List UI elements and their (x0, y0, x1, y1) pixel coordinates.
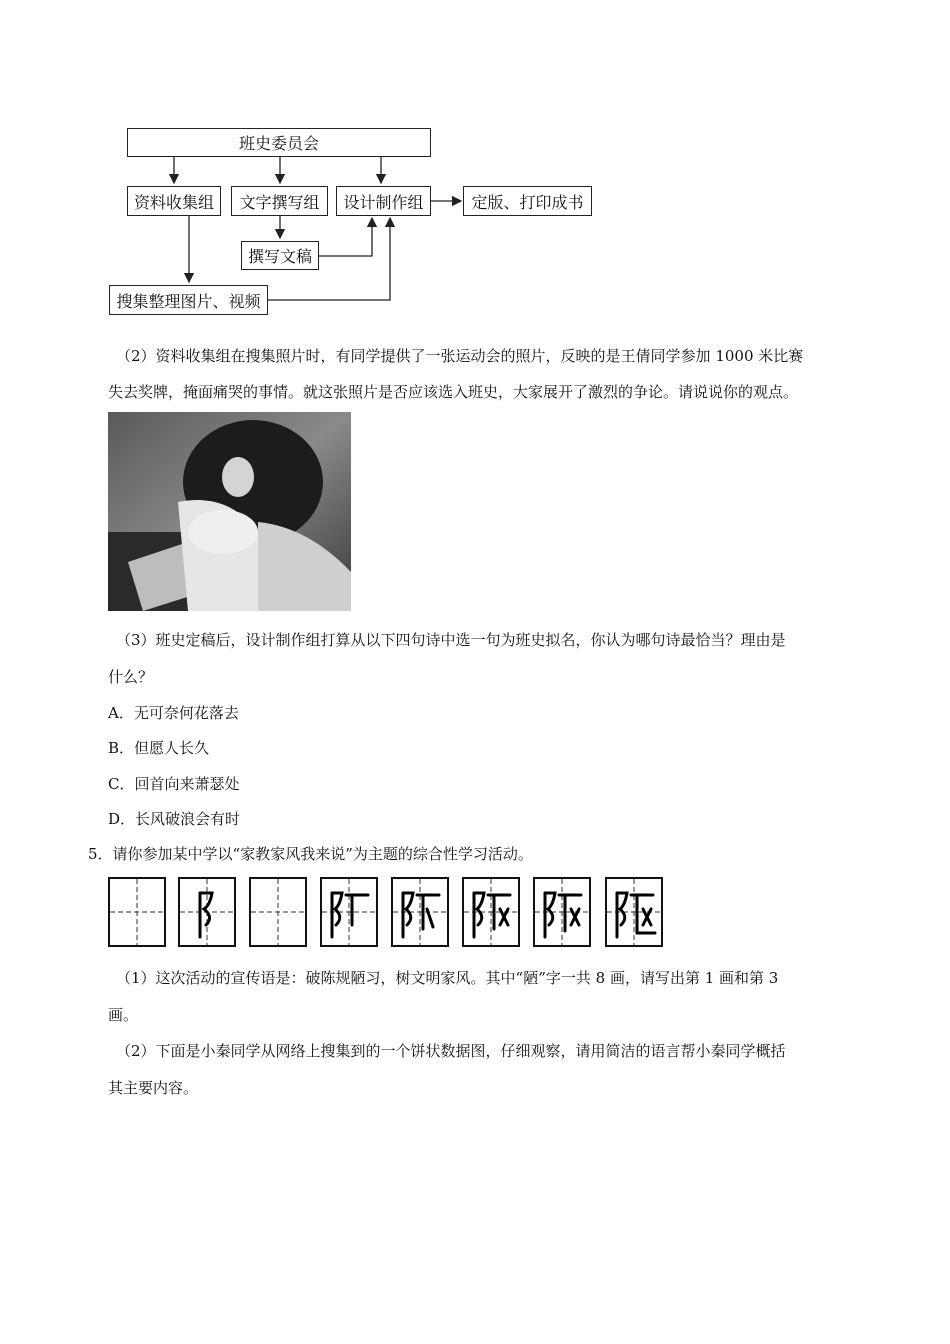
q5-2-line1: （2）下面是小秦同学从网络上搜集到的一个饼状数据图，仔细观察，请用简洁的语言帮小秦同学概括 (116, 1042, 786, 1060)
stroke-cell-8 (605, 877, 663, 947)
q4-2-line1: （2）资料收集组在搜集照片时，有同学提供了一张运动会的照片，反映的是王倩同学参加 1000 米比赛 (116, 347, 804, 365)
flow-collect-group (127, 186, 221, 216)
stroke-cell-6 (462, 877, 520, 947)
flow-draft (241, 241, 319, 270)
q5-stem: 5．请你参加某中学以“家教家风我来说”为主题的综合性学习活动。 (88, 845, 533, 863)
flow-draft-label: 撰写文稿 (247, 247, 312, 266)
q5-2-line2: 其主要内容。 (108, 1079, 199, 1097)
stroke-cell-7 (533, 877, 591, 947)
stroke-cell-5 (391, 877, 449, 947)
q5-1-line1: （1）这次活动的宣传语是：破陈规陋习，树文明家风。其中“陋”字一共 8 画，请写出第 1 画和第 3 (116, 969, 779, 987)
stroke-cell-1 (108, 877, 166, 947)
flow-final (463, 186, 592, 216)
q4-3-option-d: D．长风破浪会有时 (108, 810, 241, 828)
flow-media-label: 搜集整理图片、视频 (116, 291, 261, 311)
flow-committee (127, 128, 431, 157)
q4-3-line2: 什么？ (108, 668, 154, 686)
flow-design-label: 设计制作组 (343, 192, 424, 212)
flow-design-group (336, 186, 431, 216)
flow-write-group (231, 186, 328, 216)
stroke-cell-4 (320, 877, 378, 947)
stroke-cell-3 (249, 877, 307, 947)
q5-1-line2: 画。 (108, 1006, 139, 1024)
flow-committee-label: 班史委员会 (238, 134, 319, 153)
flow-media (109, 285, 268, 315)
q4-2-line2: 失去奖牌，掩面痛哭的事情。就这张照片是否应该选入班史，大家展开了激烈的争论。请说说你的观点。 (108, 383, 799, 401)
crying-student-photo (108, 412, 351, 611)
stroke-cell-2 (178, 877, 236, 947)
flow-write-label: 文字撰写组 (239, 192, 320, 212)
q4-3-option-a: A．无可奈何花落去 (108, 704, 239, 722)
q4-3-option-b: B．但愿人长久 (108, 739, 210, 757)
flow-final-label: 定版、打印成书 (471, 192, 584, 212)
q4-3-option-c: C．回首向来萧瑟处 (108, 775, 240, 793)
flowchart-connectors (0, 0, 950, 320)
q4-3-line1: （3）班史定稿后，设计制作组打算从以下四句诗中选一句为班史拟名，你认为哪句诗最恰当？理由是 (116, 631, 786, 649)
flow-collect-label: 资料收集组 (133, 192, 214, 212)
